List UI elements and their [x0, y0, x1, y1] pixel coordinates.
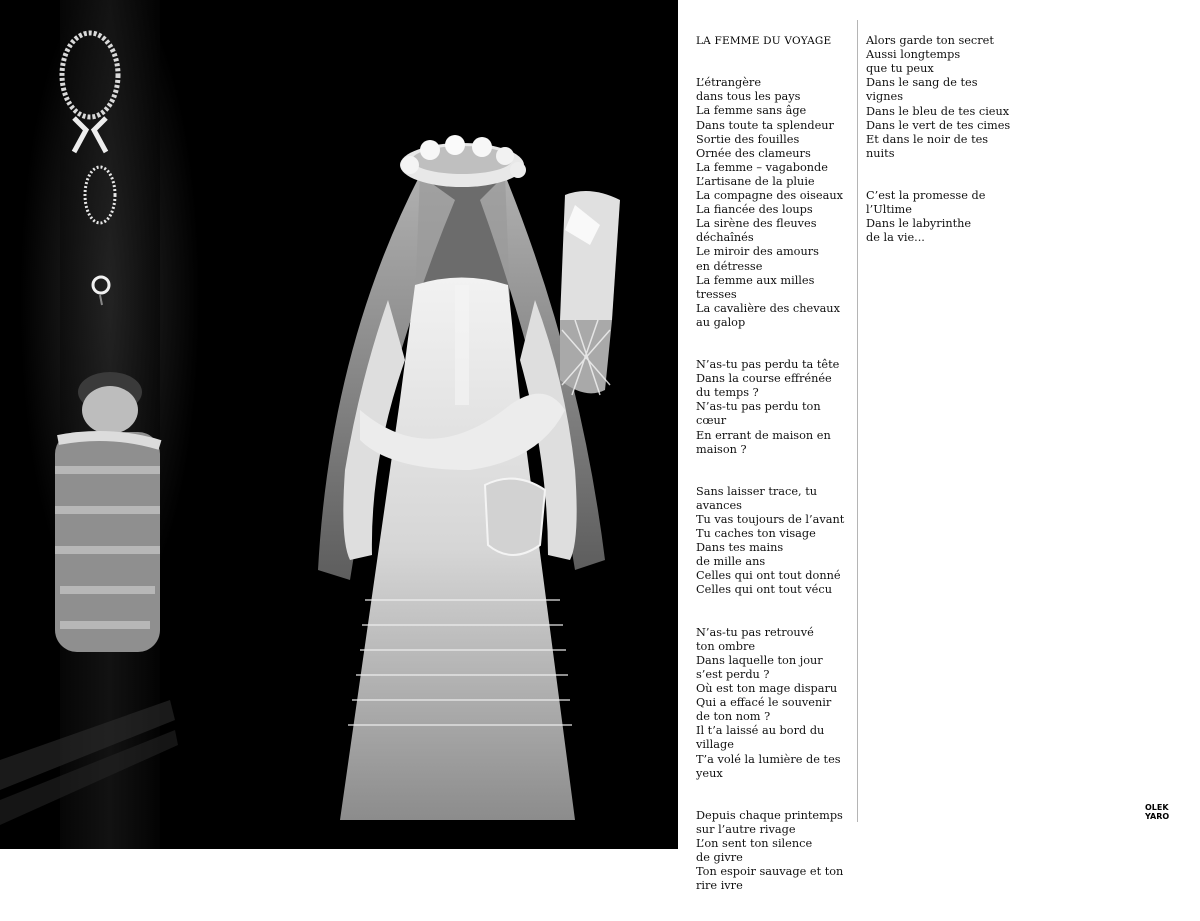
author-signature: OLEK YARO [1145, 803, 1170, 821]
poem-title: LA FEMME DU VOYAGE [696, 35, 832, 48]
poem-stanza: L’étrangère dans tous les pays La femme sans âge Dans toute ta splendeur Sortie des fouilles Ornée des clameurs La femme – vagabonde L’artisane de la pluie La compagne des oiseaux La fiancée des loups La sirène des fleuves déchaînés Le miroir des amours en détresse La femme aux milles tresses La cavalière des chevaux au galop [696, 76, 844, 329]
poem-column-right [866, 20, 1036, 274]
poem-stanza: Sans laisser trace, tu avances Tu vas toujours de l’avant Tu caches ton visage Dans tes mains de mille ans Celles qui ont tout donné Celles qui ont tout vécu [696, 484, 845, 597]
poem-column-left [696, 20, 854, 921]
column-divider [857, 20, 858, 822]
poem-stanza: Alors garde ton secret Aussi longtemps que tu peux Dans le sang de tes vignes Dans le bleu de tes cieux Dans le vert de tes cimes Et dans le noir de tes nuits [866, 34, 1011, 160]
poem-stanza: Depuis chaque printemps sur l’autre rivage L’on sent ton silence de givre Ton espoir sauvage et ton rire ivre [696, 808, 844, 893]
poem-stanza: N’as-tu pas retrouvé ton ombre Dans laquelle ton jour s’est perdu ? Où est ton mage disparu Qui a effacé le souvenir de ton nom ? Il t’a laissé au bord du village T’a volé la lumière de tes yeux [696, 625, 841, 780]
poem-stanza: C’est la promesse de l’Ultime Dans le labyrinthe de la vie... [866, 189, 986, 245]
poem-stanza: N’as-tu pas perdu ta tête Dans la course effrénée du temps ? N’as-tu pas perdu ton cœur En errant de maison en maison ? [696, 358, 840, 456]
